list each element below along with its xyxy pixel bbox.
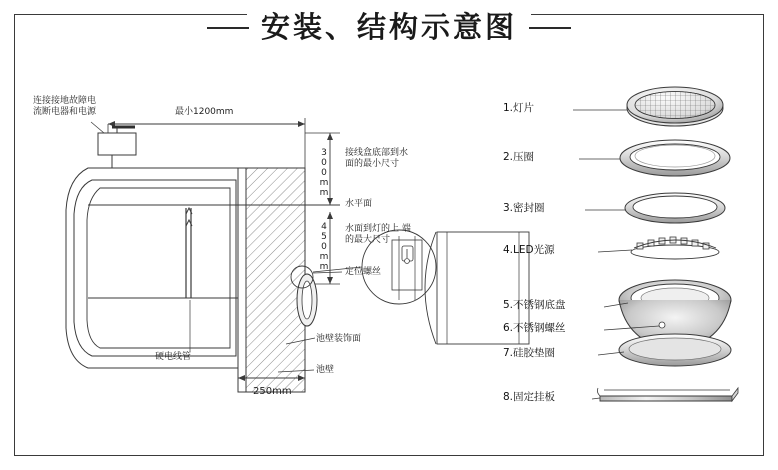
label-positioning-screw: 定位螺丝 bbox=[345, 267, 382, 277]
label-dim-450: 450mm bbox=[319, 222, 329, 272]
page-title-wrap bbox=[0, 8, 778, 46]
label-water-top-note: 水面到灯的上 端的最大尺寸 bbox=[345, 224, 411, 245]
label-pool-decor-face: 池壁装饰面 bbox=[316, 334, 362, 344]
title-rule-right bbox=[529, 27, 571, 29]
legend-item-1: 1.灯片 bbox=[503, 102, 535, 114]
legend-item-8: 8.固定挂板 bbox=[503, 391, 556, 403]
title-rule-left bbox=[207, 27, 249, 29]
page-title: 安装、结构示意图 bbox=[260, 10, 517, 44]
legend-item-4: 4.LED光源 bbox=[503, 244, 555, 256]
label-ground-fault-note: 连接接地故障电 流断电器和电源 bbox=[33, 96, 97, 117]
legend-item-2: 2.压圈 bbox=[503, 151, 535, 163]
label-water-level: 水平面 bbox=[345, 199, 373, 209]
legend-item-3: 3.密封圈 bbox=[503, 202, 545, 214]
legend-item-5: 5.不锈钢底盘 bbox=[503, 299, 566, 311]
page-title-inner bbox=[247, 8, 531, 46]
legend-item-6: 6.不锈钢螺丝 bbox=[503, 322, 566, 334]
label-min-1200: 最小1200mm bbox=[175, 107, 234, 117]
label-pool-wall: 池壁 bbox=[316, 365, 335, 375]
label-junction-box-note: 接线盒底部到水 面的最小尺寸 bbox=[345, 148, 409, 169]
label-dim-250: 250mm bbox=[253, 386, 292, 397]
label-rigid-conduit: 硬电线管 bbox=[155, 352, 192, 362]
legend-item-7: 7.硅胶垫圈 bbox=[503, 347, 556, 359]
label-dim-300: 300mm bbox=[319, 148, 329, 198]
